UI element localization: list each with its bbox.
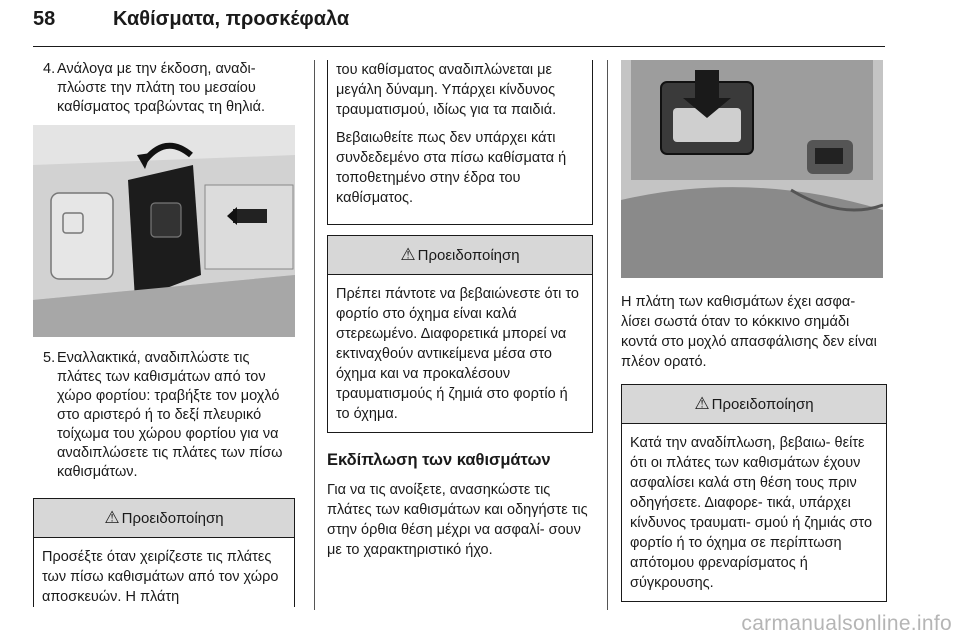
warning-header	[34, 499, 294, 538]
warning-text: Πρέπει πάντοτε να βεβαιώνεστε ότι το φορτίο στο όχημα είναι καλά στερεωμένο. Διαφορετικά μπορεί να εκτιναχθούν αντικείμενα μέσα στο όχημα και να προκαλέσουν τραυματισμούς ή ζημιά στο φορτίο ή το όχημα.	[336, 286, 579, 422]
column-divider	[314, 60, 315, 610]
warning-continuation	[327, 60, 593, 225]
page-title: Καθίσματα, προσκέφαλα	[113, 8, 350, 30]
section-heading: Εκδίπλωση των καθισμάτων	[327, 451, 551, 469]
step-text: Εναλλακτικά, αναδιπλώστε τις πλάτες των καθισμάτων από τον χώρο φορτίου: τραβήξτε τον μοχλό στο αριστερό ή το δεξί πλευρικό τοίχωμα του χώρου φορτίου για να αναδιπλώσετε τις πλάτες των πίσω καθισμάτων.	[57, 350, 283, 480]
warning-box	[621, 384, 887, 602]
warning-continuation-text: Βεβαιωθείτε πως δεν υπάρχει κάτι συνδεδεμένο στα πίσω καθίσματα ή τοποθετημένο στην έδρα του καθίσματος.	[336, 130, 567, 206]
step-number: 4.	[43, 61, 56, 77]
column-3	[621, 60, 887, 602]
warning-triangle-icon: ⚠	[104, 508, 120, 527]
warning-box	[327, 235, 593, 433]
warning-text: Προσέξτε όταν χειρίζεστε τις πλάτες των πίσω καθισμάτων από τον χώρο αποσκευών. Η πλάτη	[42, 549, 279, 605]
section-text: Για να τις ανοίξετε, ανασηκώστε τις πλάτες των καθισμάτων και οδηγήστε τις στην όρθια θέση μέχρι να ασφαλί- σουν με το χαρακτηριστικό ήχο.	[327, 482, 588, 558]
seat-fold-drawing	[33, 125, 295, 337]
warning-text: Κατά την αναδίπλωση, βεβαιω- θείτε ότι οι πλάτες των καθισμάτων έχουν ασφαλίσει καλά στη θέση τους πριν οδηγήσετε. Διαφορε- τικά, υπάρχει κίνδυνος τραυματι- σμού ή ζημιάς στο φορτίο ή το όχημα σε περίπτωση απότομου φρεναρίσματος ή σύγκρουσης.	[630, 435, 873, 591]
warning-title: Προειδοποίηση	[711, 395, 814, 413]
warning-triangle-icon: ⚠	[400, 245, 416, 264]
warning-box	[33, 498, 295, 607]
column-divider	[607, 60, 608, 610]
step-4	[33, 60, 295, 117]
seat-latch-drawing	[621, 60, 883, 278]
page-number: 58	[33, 8, 56, 30]
warning-title: Προειδοποίηση	[417, 246, 520, 264]
page-header	[33, 4, 885, 47]
illustration-caption: Η πλάτη των καθισμάτων έχει ασφα- λίσει σωστά όταν το κόκκινο σημάδι κοντά στο μοχλό απασφάλισης δεν είναι πλέον ορατό.	[621, 294, 877, 370]
column-1	[33, 60, 295, 607]
warning-header	[328, 236, 592, 275]
step-5	[33, 349, 295, 482]
step-text: Ανάλογα με την έκδοση, αναδι- πλώστε την πλάτη του μεσαίου καθίσματος τραβώντας τη θηλιά.	[57, 61, 266, 115]
column-2	[327, 60, 593, 560]
warning-header	[622, 385, 886, 424]
step-number: 5.	[43, 350, 56, 366]
seat-latch-illustration	[621, 60, 883, 278]
warning-title: Προειδοποίηση	[121, 509, 224, 527]
seat-fold-illustration	[33, 125, 295, 337]
warning-triangle-icon: ⚠	[694, 394, 710, 413]
watermark: carmanualsonline.info	[741, 612, 952, 635]
warning-continuation-text: του καθίσματος αναδιπλώνεται με μεγάλη δύναμη. Υπάρχει κίνδυνος τραυματισμού, ιδίως για τα παιδιά.	[336, 62, 557, 118]
